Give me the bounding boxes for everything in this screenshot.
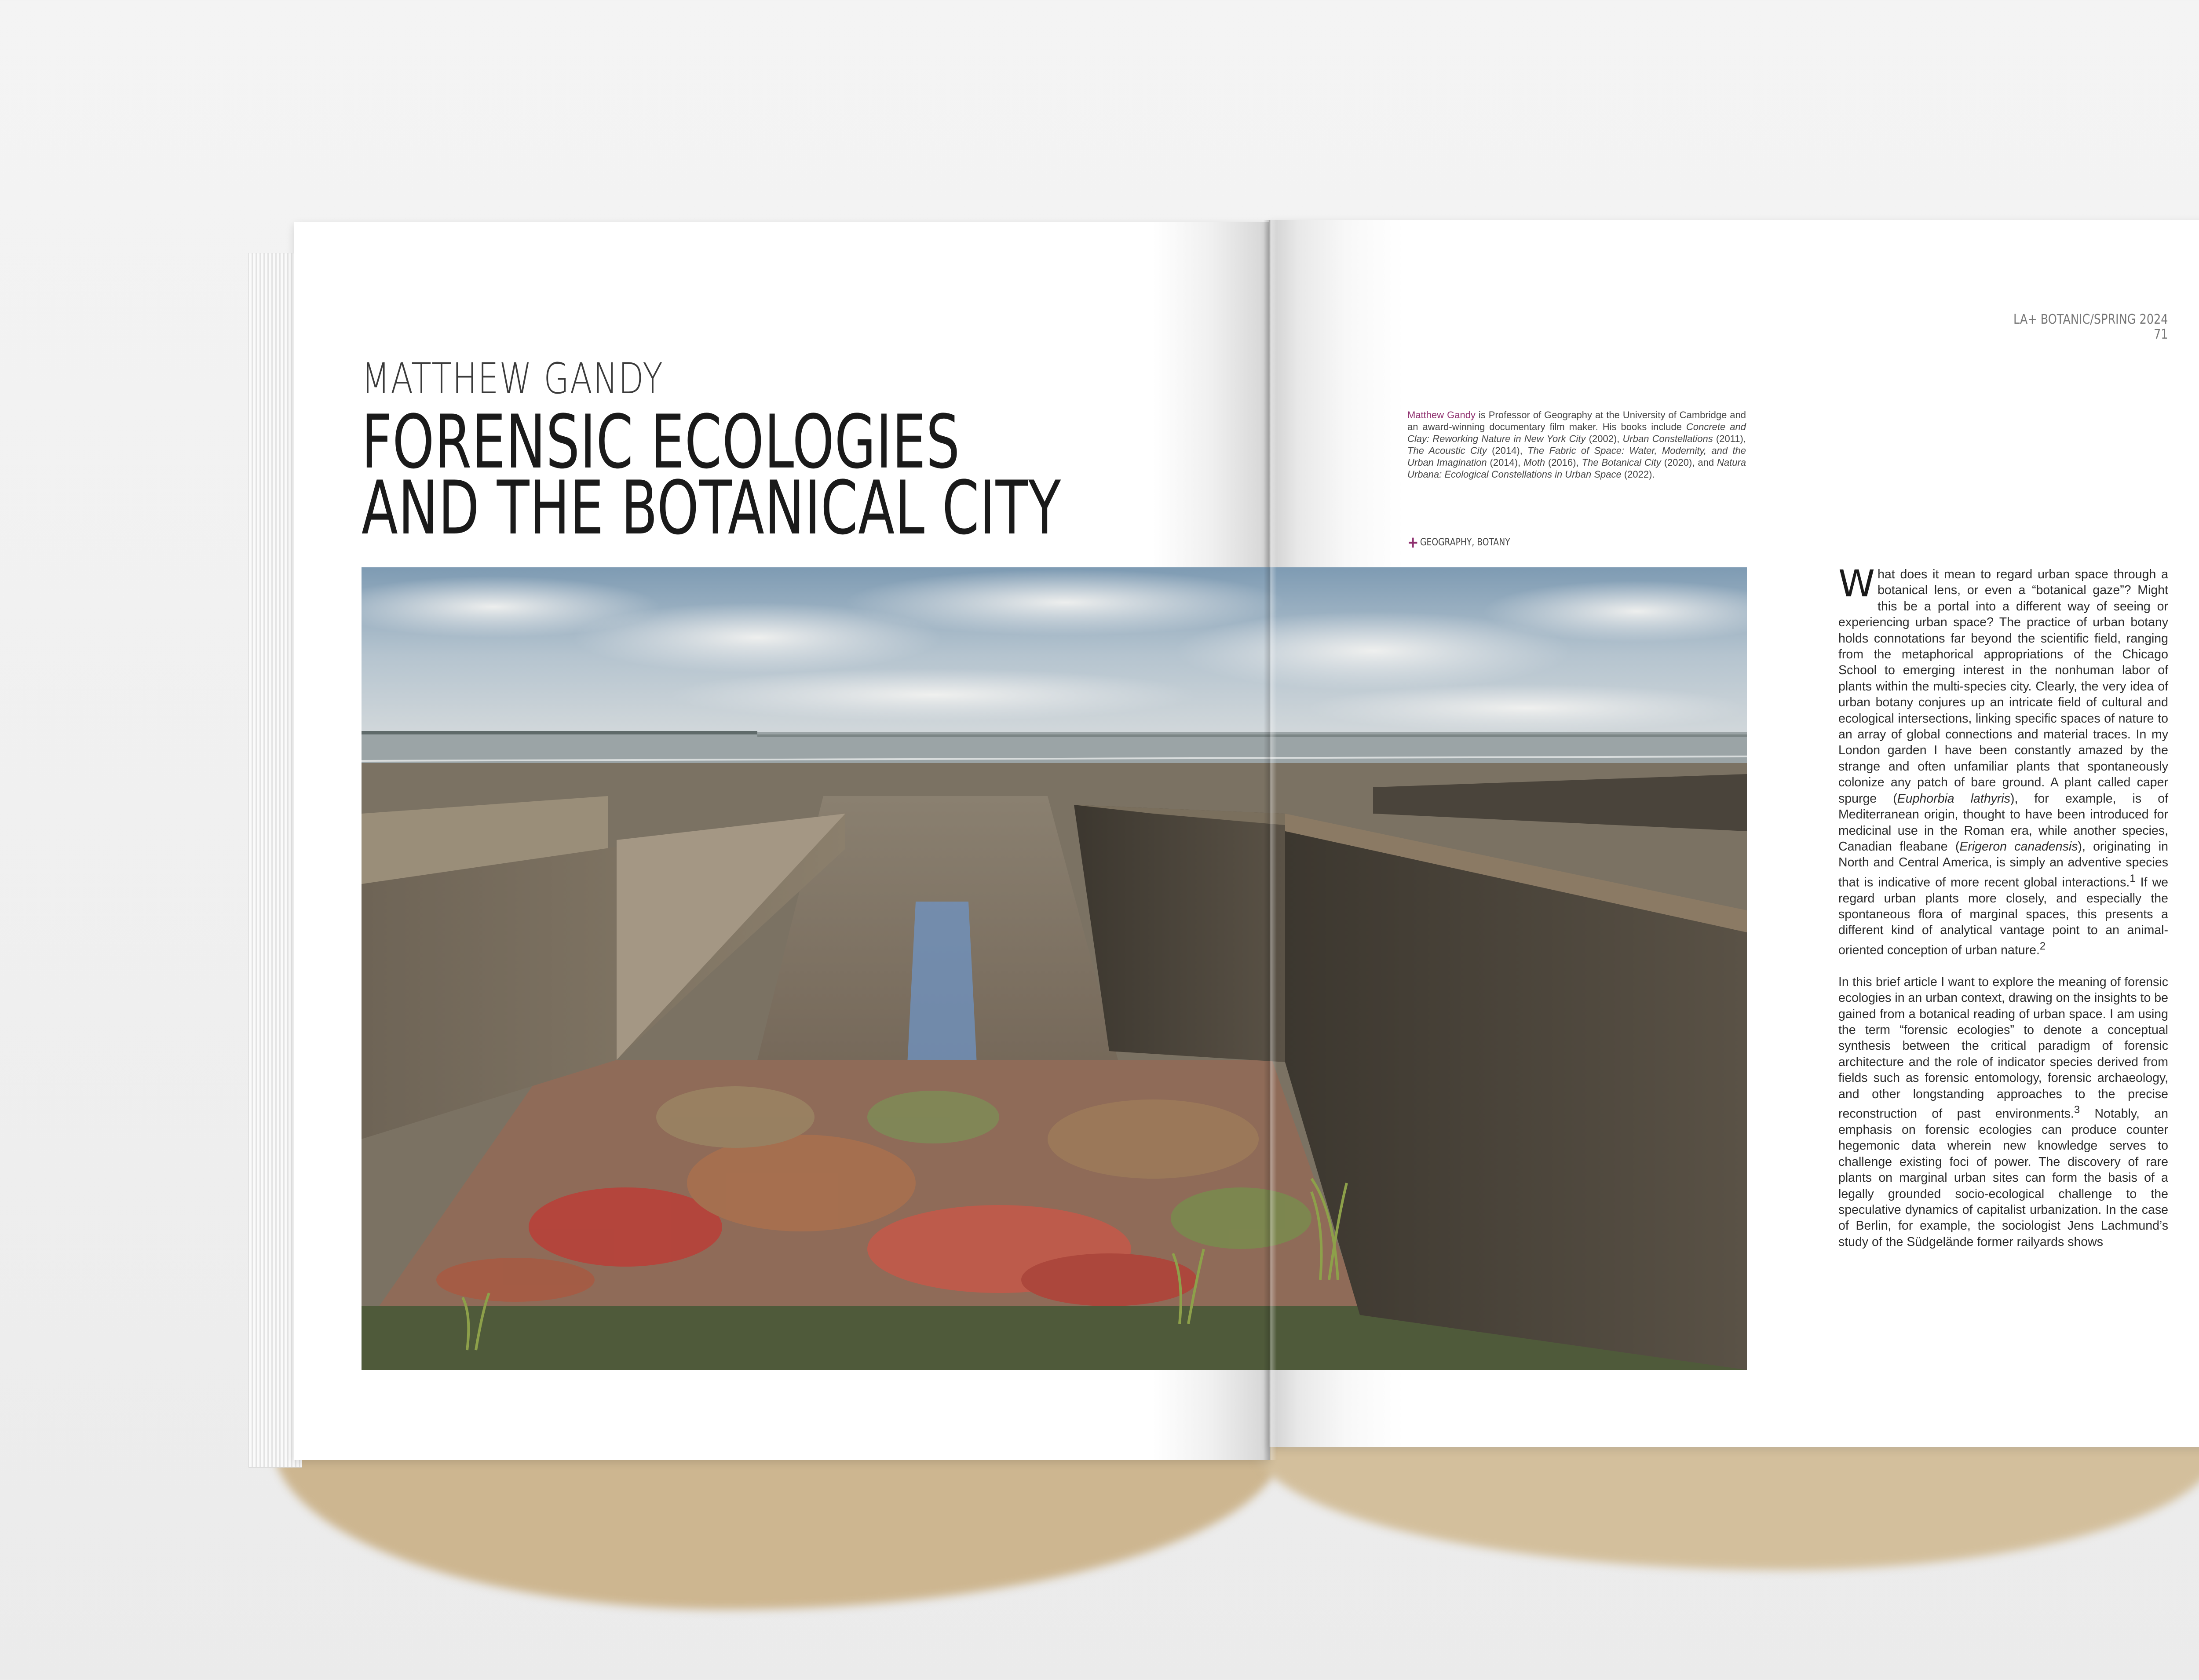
body-text: ), originating in North and Central America, is simply an adventive species that is indicative of more recent global interactions.: [1838, 839, 2168, 890]
page-number: 71: [2154, 327, 2168, 342]
title-line-1: FORENSIC ECOLOGIES: [362, 399, 961, 485]
plus-icon: +: [1407, 533, 1419, 551]
paragraph-2: [1838, 974, 2168, 1250]
author-bio: [1407, 409, 1746, 480]
body-text: ), for example, is of Mediterranean origin, thought to have been introduced for medicinal use in the Roman era, while another species, Canadian fleabane (: [1838, 791, 2168, 854]
book-title: The Fabric of Space: Water, Modernity, and the Urban Imagination: [1407, 445, 1746, 468]
body-text: If we regard urban plants more closely, and especially the spontaneous flora of marginal spaces, this presents a different kind of analytical vantage point to an animal-oriented conception of urban nature.: [1838, 875, 2169, 957]
bio-text: (2002),: [1585, 433, 1623, 444]
book-title: Natura Urbana: Ecological Constellations in Urban Space: [1407, 457, 1746, 480]
book-title: Urban Constellations: [1622, 433, 1713, 444]
author-name: MATTHEW GANDY: [362, 354, 664, 403]
footnote-ref: 1: [2130, 872, 2136, 884]
species-name: Erigeron canadensis: [1959, 839, 2078, 854]
bio-text: (2014),: [1487, 457, 1524, 468]
book-title: The Botanical City: [1582, 457, 1661, 468]
bio-text: (2022).: [1621, 469, 1655, 480]
spread-photo: [362, 567, 1747, 1370]
bio-text: (2014),: [1487, 445, 1528, 456]
subject-tags: [1407, 533, 1510, 551]
species-name: Euphorbia lathyris: [1897, 791, 2011, 806]
body-text: hat does it mean to regard urban space through a botanical lens, or even a “botanical gaze”? Might this be a portal into a different way of seeing or experiencing urban space? The practice of urban botany holds connotations far beyond the scientific field, ranging from the metaphorical appropriations of the Chicago School to emerging interest in the nonhuman labor of plants within the multi-species city. Clearly, the very idea of urban botany conjures up an intricate field of cultural and ecological intersections, linking specific spaces of nature to an array of global connections and material traces. In my London garden I have been constantly amazed by the strange and often unfamiliar plants that spontaneously colonize any patch of bare ground. A plant called caper spurge (: [1838, 567, 2168, 806]
book-shadow-right: [1253, 1443, 2199, 1570]
book-shadow-left: [273, 1443, 1284, 1610]
bio-text: (2016),: [1545, 457, 1582, 468]
bio-text: (2020), and: [1661, 457, 1717, 468]
book-title: Moth: [1523, 457, 1545, 468]
magazine-issue: LA+ BOTANIC/SPRING 2024: [2013, 312, 2168, 327]
bio-author-name: Matthew Gandy: [1407, 409, 1476, 420]
paragraph-1: [1838, 562, 2169, 958]
footnote-ref: 3: [2074, 1104, 2080, 1116]
bio-text: (2011),: [1713, 433, 1746, 444]
title-line-2: AND THE BOTANICAL CITY: [362, 465, 1061, 551]
tag-list: GEOGRAPHY, BOTANY: [1420, 537, 1510, 548]
article-title: [362, 399, 1061, 551]
book-title: Concrete and Clay: Reworking Nature in New York City: [1407, 421, 1746, 444]
book-gutter: [1264, 220, 1277, 1460]
running-head: [2013, 312, 2168, 342]
article-body: [1838, 562, 2169, 1266]
book-title: The Acoustic City: [1407, 445, 1487, 456]
bio-text: is Professor of Geography at the University of Cambridge and an award-winning documentary film maker. His books include: [1407, 409, 1746, 432]
body-text: In this brief article I want to explore the meaning of forensic ecologies in an urban context, drawing on the insights to be gained from a botanical reading of urban space. I am using the term “forensic ecologies” to denote a conceptual synthesis between the critical paradigm of forensic architecture and the role of indicator species derived from fields such as forensic entomology, forensic archaeology, and other longstanding approaches to the precise reconstruction of past environments.: [1838, 975, 2168, 1121]
body-text: Notably, an emphasis on forensic ecologies can produce counter hegemonic data wherein new knowledge serves to challenge existing foci of power. The discovery of rare plants on marginal urban sites can form the basis of a legally grounded socio-ecological challenge to the speculative dynamics of capitalist urbanization. In the case of Berlin, for example, the sociologist Jens Lachmund’s study of the Südgelände former railyards shows: [1838, 1107, 2168, 1249]
footnote-ref: 2: [2039, 940, 2046, 952]
drop-cap: W: [1838, 562, 1875, 605]
